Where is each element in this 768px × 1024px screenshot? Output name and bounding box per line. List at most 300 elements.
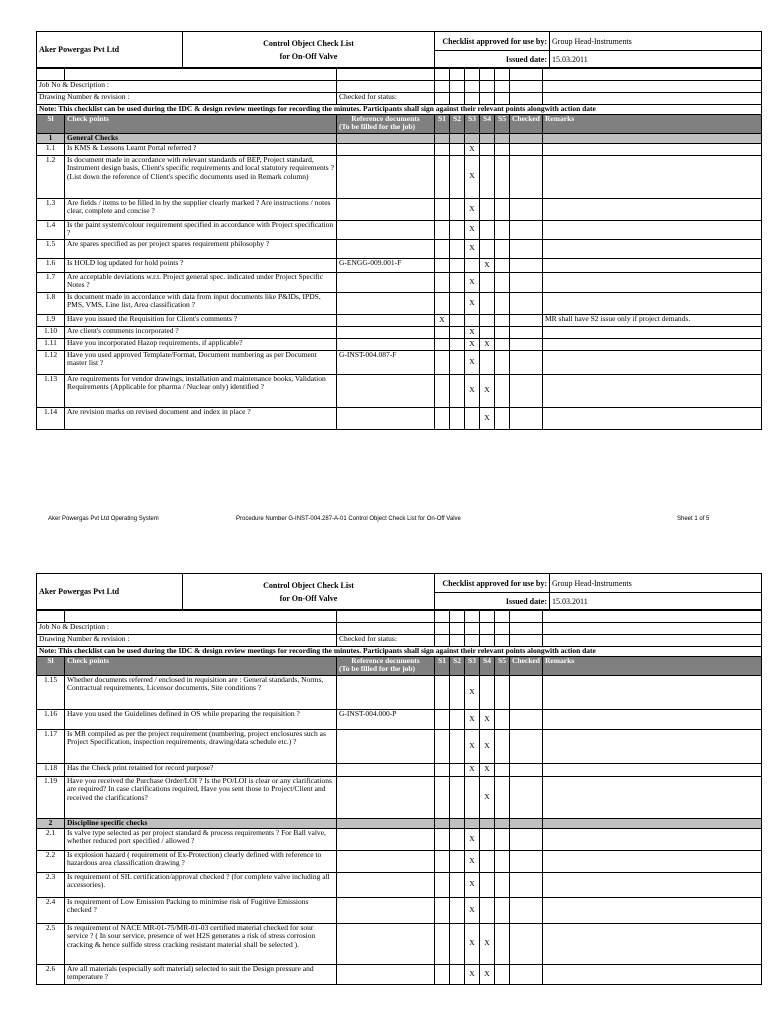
document-title: Control Object Check List for On-Off Valve: [183, 32, 435, 68]
job-description-field: Job No & Description :: [37, 81, 337, 93]
stage-mark-s1: [435, 143, 450, 155]
empty-cell: [435, 818, 450, 828]
stage-mark-s1: [435, 776, 450, 818]
checked-cell: [510, 923, 543, 964]
reference-document: [337, 314, 435, 326]
empty-cell: [543, 818, 762, 828]
stage-mark-s3: X: [465, 850, 480, 872]
empty-cell: [543, 611, 762, 623]
approved-value: Group Head-Instruments: [550, 32, 762, 51]
checkpoint-text: Have you used the Guidelines defined in OS while preparing the requisition ?: [65, 709, 337, 729]
remark-text: [543, 923, 762, 964]
col-reference-note: (To be filled for the job): [339, 664, 416, 674]
empty-cell: [480, 611, 495, 623]
empty-cell: [510, 81, 543, 93]
remark-text: [543, 198, 762, 220]
remark-text: [543, 964, 762, 984]
reference-document: [337, 407, 435, 429]
item-number: 2.2: [37, 850, 65, 872]
stage-mark-s1: [435, 923, 450, 964]
checked-cell: [510, 964, 543, 984]
stage-mark-s3: X: [465, 239, 480, 258]
checkpoint-text: Are revision marks on revised document and index in place ?: [65, 407, 337, 429]
empty-cell: [337, 69, 435, 81]
note-text: Note: This checklist can be used during the IDC & design review meetings for recording the minutes. Participants shall sign against their relevant points alongwith action date: [37, 647, 762, 657]
empty-cell: [65, 69, 337, 81]
empty-cell: [435, 81, 450, 93]
stage-mark-s4: [480, 155, 495, 198]
reference-document: [337, 964, 435, 984]
col-reference: [337, 114, 435, 133]
stage-mark-s1: [435, 239, 450, 258]
checkpoint-text: Are acceptable deviations w.r.t. Project general spec. indicated under Project Specific Notes ?: [65, 272, 337, 292]
checkpoint-text: Have you incorporated Hazop requirements, if applicable?: [65, 338, 337, 350]
checkpoint-text: Are spares specified as per project spares requirement philosophy ?: [65, 239, 337, 258]
remark-text: [543, 155, 762, 198]
reference-document: [337, 729, 435, 763]
checklist-row: [37, 729, 762, 763]
stage-mark-s4: X: [480, 374, 495, 407]
empty-cell: [510, 818, 543, 828]
remark-text: [543, 872, 762, 897]
stage-mark-s4: X: [480, 338, 495, 350]
drawing-row: [37, 93, 762, 105]
item-number: 1.6: [37, 258, 65, 272]
empty-cell: [450, 93, 465, 105]
remark-text: [543, 763, 762, 776]
stage-mark-s5: [495, 314, 510, 326]
item-number: 2.1: [37, 828, 65, 850]
section-number: 2: [37, 818, 65, 828]
checklist-row: [37, 763, 762, 776]
checked-cell: [510, 729, 543, 763]
stage-mark-s1: [435, 350, 450, 374]
empty-cell: [450, 635, 465, 647]
checked-cell: [510, 272, 543, 292]
stage-mark-s2: [450, 964, 465, 984]
checklist-row: [37, 374, 762, 407]
stage-mark-s4: [480, 220, 495, 239]
approved-value: Group Head-Instruments: [550, 574, 762, 593]
stage-mark-s2: [450, 850, 465, 872]
stage-mark-s5: [495, 923, 510, 964]
item-number: 1.8: [37, 292, 65, 314]
footer-center: Procedure Number G-INST-004.287-A-01 Control Object Check List for On-Off Valve: [236, 516, 461, 522]
remark-text: [543, 729, 762, 763]
empty-cell: [465, 611, 480, 623]
stage-mark-s5: [495, 258, 510, 272]
stage-mark-s3: X: [465, 923, 480, 964]
empty-cell: [465, 133, 480, 143]
empty-cell: [543, 81, 762, 93]
section-header-row: [37, 818, 762, 828]
checked-cell: [510, 407, 543, 429]
stage-mark-s2: [450, 239, 465, 258]
item-number: 1.7: [37, 272, 65, 292]
stage-mark-s5: [495, 143, 510, 155]
checked-cell: [510, 850, 543, 872]
stage-mark-s2: [450, 897, 465, 923]
checked-cell: [510, 292, 543, 314]
section-title: Discipline specific checks: [65, 818, 337, 828]
stage-mark-s3: X: [465, 350, 480, 374]
empty-cell: [465, 818, 480, 828]
stage-mark-s4: [480, 292, 495, 314]
empty-cell: [337, 133, 435, 143]
stage-mark-s3: X: [465, 964, 480, 984]
checked-status-field: Checked for status:: [337, 635, 435, 647]
checklist-row: [37, 872, 762, 897]
checklist-row: [37, 897, 762, 923]
empty-cell: [465, 93, 480, 105]
checked-cell: [510, 374, 543, 407]
checklist-row: [37, 220, 762, 239]
stage-mark-s3: X: [465, 272, 480, 292]
stage-mark-s2: [450, 675, 465, 709]
empty-cell: [543, 69, 762, 81]
stage-mark-s1: [435, 850, 450, 872]
item-number: 1.19: [37, 776, 65, 818]
item-number: 1.9: [37, 314, 65, 326]
reference-document: [337, 326, 435, 338]
reference-document: [337, 338, 435, 350]
checklist-row: [37, 258, 762, 272]
stage-mark-s2: [450, 709, 465, 729]
checklist-row: [37, 675, 762, 709]
checkpoint-text: Have you issued the Requisition for Client's comments ?: [65, 314, 337, 326]
item-number: 2.5: [37, 923, 65, 964]
stage-mark-s5: [495, 850, 510, 872]
drawing-row: [37, 635, 762, 647]
stage-mark-s1: [435, 675, 450, 709]
col-checked: Checked: [510, 656, 543, 675]
stage-mark-s3: [465, 407, 480, 429]
reference-document: [337, 292, 435, 314]
empty-cell: [337, 818, 435, 828]
checklist-row: [37, 198, 762, 220]
stage-mark-s3: [465, 258, 480, 272]
drawing-number-field: Drawing Number & revision :: [37, 635, 337, 647]
stage-mark-s5: [495, 220, 510, 239]
reference-document: [337, 763, 435, 776]
stage-mark-s1: [435, 292, 450, 314]
stage-mark-s4: X: [480, 763, 495, 776]
stage-mark-s4: [480, 350, 495, 374]
stage-mark-s4: [480, 897, 495, 923]
stage-mark-s2: [450, 923, 465, 964]
remark-text: [543, 220, 762, 239]
stage-mark-s4: X: [480, 923, 495, 964]
remark-text: [543, 272, 762, 292]
reference-document: [337, 143, 435, 155]
item-number: 1.17: [37, 729, 65, 763]
remark-text: [543, 709, 762, 729]
col-s4: S4: [480, 656, 495, 675]
empty-cell: [510, 93, 543, 105]
footer-left: Aker Powergas Pvt Ltd Operating System: [48, 516, 159, 522]
stage-mark-s2: [450, 828, 465, 850]
stage-mark-s4: [480, 675, 495, 709]
remark-text: [543, 897, 762, 923]
col-checkpoints: Check points: [65, 656, 337, 675]
empty-cell: [510, 611, 543, 623]
checklist-row: [37, 272, 762, 292]
reference-document: [337, 239, 435, 258]
remark-text: [543, 407, 762, 429]
remark-text: [543, 776, 762, 818]
checked-cell: [510, 763, 543, 776]
checked-cell: [510, 220, 543, 239]
remark-text: [543, 292, 762, 314]
spacer-row: [37, 611, 762, 623]
stage-mark-s4: [480, 239, 495, 258]
stage-mark-s4: [480, 850, 495, 872]
checkpoint-text: Is document made in accordance with relevant standards of BEP, Project standard, Instrument design basis, Client's specific requirements and local statutory requirements ? (List down the reference of Client's specific documents used in Remark column): [65, 155, 337, 198]
col-checked: Checked: [510, 114, 543, 133]
stage-mark-s4: [480, 143, 495, 155]
checkpoint-text: Are client's comments incorporated ?: [65, 326, 337, 338]
col-s3: S3: [465, 656, 480, 675]
reference-document: G-INST-004.000-P: [337, 709, 435, 729]
stage-mark-s5: [495, 776, 510, 818]
col-s4: S4: [480, 114, 495, 133]
empty-cell: [450, 623, 465, 635]
stage-mark-s1: [435, 198, 450, 220]
stage-mark-s4: X: [480, 776, 495, 818]
stage-mark-s3: X: [465, 220, 480, 239]
stage-mark-s3: X: [465, 729, 480, 763]
item-number: 2.4: [37, 897, 65, 923]
section-title: General Checks: [65, 133, 337, 143]
checked-cell: [510, 338, 543, 350]
checked-cell: [510, 314, 543, 326]
empty-cell: [435, 69, 450, 81]
checkpoint-text: Is MR compiled as per the project requirement (numbering, project enclosures such as Project Specification, inspection requirements, drawing/data schedule etc.) ?: [65, 729, 337, 763]
stage-mark-s1: [435, 729, 450, 763]
stage-mark-s5: [495, 897, 510, 923]
stage-mark-s3: X: [465, 872, 480, 897]
reference-document: [337, 675, 435, 709]
item-number: 2.6: [37, 964, 65, 984]
empty-cell: [495, 623, 510, 635]
stage-mark-s4: [480, 326, 495, 338]
stage-mark-s5: [495, 763, 510, 776]
empty-cell: [450, 133, 465, 143]
stage-mark-s2: [450, 776, 465, 818]
stage-mark-s2: [450, 326, 465, 338]
col-s5: S5: [495, 114, 510, 133]
approved-label: Checklist approved for use by:: [435, 32, 550, 51]
checkpoint-text: Is valve type selected as per project standard & process requirements ? For Ball valve, whether reduced port specified / allowed ?: [65, 828, 337, 850]
issued-value: 15.03.2011: [550, 51, 762, 68]
stage-mark-s2: [450, 272, 465, 292]
reference-document: [337, 850, 435, 872]
stage-mark-s1: [435, 407, 450, 429]
stage-mark-s4: X: [480, 407, 495, 429]
remark-text: [543, 143, 762, 155]
empty-cell: [465, 623, 480, 635]
checklist-row: [37, 314, 762, 326]
remark-text: [543, 374, 762, 407]
checklist-row: [37, 709, 762, 729]
col-remarks: Remarks: [543, 114, 762, 133]
stage-mark-s5: [495, 729, 510, 763]
stage-mark-s3: X: [465, 143, 480, 155]
stage-mark-s2: [450, 155, 465, 198]
column-header-row: [37, 114, 762, 133]
remark-text: MR shall have S2 issue only if project demands.: [543, 314, 762, 326]
stage-mark-s1: [435, 763, 450, 776]
header-table: [36, 31, 762, 68]
empty-cell: [510, 635, 543, 647]
note-text: Note: This checklist can be used during the IDC & design review meetings for recording the minutes. Participants shall sign against their relevant points alongwith action date: [37, 105, 762, 115]
stage-mark-s4: X: [480, 964, 495, 984]
remark-text: [543, 258, 762, 272]
spacer-row: [37, 69, 762, 81]
note-row: [37, 647, 762, 657]
remark-text: [543, 350, 762, 374]
sheet-page-2: [36, 573, 761, 985]
checked-cell: [510, 709, 543, 729]
checkpoint-text: Are requirements for vendor drawings, installation and maintenance books, Validation Requirements (Applicable for pharma / Nuclear only) identified ?: [65, 374, 337, 407]
column-header-row: [37, 656, 762, 675]
reference-document: [337, 897, 435, 923]
remark-text: [543, 338, 762, 350]
checklist-row: [37, 407, 762, 429]
col-sl: Sl: [37, 656, 65, 675]
checklist-row: [37, 828, 762, 850]
empty-cell: [510, 69, 543, 81]
checkpoint-text: Whether documents referred / enclosed in requisition are : General standards, Norms, Contractual requirements, Licensor documents, Site conditions ?: [65, 675, 337, 709]
empty-cell: [450, 81, 465, 93]
checked-cell: [510, 776, 543, 818]
reference-document: [337, 828, 435, 850]
stage-mark-s5: [495, 326, 510, 338]
empty-cell: [480, 818, 495, 828]
reference-document: [337, 776, 435, 818]
stage-mark-s5: [495, 374, 510, 407]
reference-document: G-ENGG-009.001-F: [337, 258, 435, 272]
stage-mark-s4: X: [480, 729, 495, 763]
checked-cell: [510, 350, 543, 374]
col-s2: S2: [450, 656, 465, 675]
empty-cell: [480, 635, 495, 647]
reference-document: [337, 272, 435, 292]
item-number: 1.10: [37, 326, 65, 338]
empty-cell: [510, 133, 543, 143]
stage-mark-s3: X: [465, 292, 480, 314]
stage-mark-s3: X: [465, 155, 480, 198]
issued-label: Issued date:: [435, 593, 550, 610]
item-number: 1.12: [37, 350, 65, 374]
header-table: [36, 573, 762, 610]
note-row: [37, 105, 762, 115]
item-number: 1.3: [37, 198, 65, 220]
stage-mark-s5: [495, 155, 510, 198]
empty-cell: [465, 635, 480, 647]
empty-cell: [37, 69, 65, 81]
checklist-row: [37, 155, 762, 198]
stage-mark-s4: [480, 314, 495, 326]
footer-page: Sheet 1 of 5: [677, 516, 710, 522]
stage-mark-s4: X: [480, 709, 495, 729]
checked-cell: [510, 258, 543, 272]
checkpoint-text: Is requirement of NACE MR-01-75/MR-01-03 certified material checked for sour service ? ( In sour service, presence of wet H2S generates a risk of stress corrosion cracking & hence sulfide stress cracking resistant material shall be selected ).: [65, 923, 337, 964]
col-s2: S2: [450, 114, 465, 133]
empty-cell: [37, 611, 65, 623]
col-s5: S5: [495, 656, 510, 675]
checkpoint-text: Has the Check print retained for record purpose?: [65, 763, 337, 776]
stage-mark-s5: [495, 350, 510, 374]
stage-mark-s3: X: [465, 763, 480, 776]
empty-cell: [65, 611, 337, 623]
col-sl: Sl: [37, 114, 65, 133]
empty-cell: [480, 133, 495, 143]
empty-cell: [435, 635, 450, 647]
drawing-number-field: Drawing Number & revision :: [37, 93, 337, 105]
stage-mark-s1: [435, 220, 450, 239]
empty-cell: [337, 81, 435, 93]
checklist-row: [37, 350, 762, 374]
col-s3: S3: [465, 114, 480, 133]
checkpoint-text: Is document made in accordance with data from input documents like P&IDs, IPDS, PMS, VMS, Line list, Area classification ?: [65, 292, 337, 314]
stage-mark-s1: [435, 326, 450, 338]
stage-mark-s3: [465, 776, 480, 818]
item-number: 1.1: [37, 143, 65, 155]
stage-mark-s2: [450, 872, 465, 897]
job-row: [37, 81, 762, 93]
remark-text: [543, 850, 762, 872]
approved-label: Checklist approved for use by:: [435, 574, 550, 593]
company-name: Aker Powergas Pvt Ltd: [37, 574, 183, 610]
stage-mark-s2: [450, 220, 465, 239]
empty-cell: [495, 818, 510, 828]
checklist-row: [37, 239, 762, 258]
empty-cell: [435, 611, 450, 623]
stage-mark-s1: [435, 374, 450, 407]
stage-mark-s3: X: [465, 198, 480, 220]
item-number: 1.11: [37, 338, 65, 350]
item-number: 1.5: [37, 239, 65, 258]
section-number: 1: [37, 133, 65, 143]
empty-cell: [480, 623, 495, 635]
stage-mark-s5: [495, 872, 510, 897]
col-reference: [337, 656, 435, 675]
stage-mark-s2: [450, 292, 465, 314]
checkpoint-text: Are fields / items to be filled in by the supplier clearly marked ? Are instructions / notes clear, complete and concise ?: [65, 198, 337, 220]
stage-mark-s3: X: [465, 675, 480, 709]
stage-mark-s2: [450, 374, 465, 407]
empty-cell: [495, 69, 510, 81]
col-reference-note: (To be filled for the job): [339, 122, 416, 132]
checked-cell: [510, 143, 543, 155]
stage-mark-s1: [435, 338, 450, 350]
checklist-row: [37, 964, 762, 984]
item-number: 1.18: [37, 763, 65, 776]
stage-mark-s1: [435, 872, 450, 897]
stage-mark-s4: [480, 872, 495, 897]
col-reference-label: Reference documents: [351, 114, 420, 123]
issued-value: 15.03.2011: [550, 593, 762, 610]
checkpoint-text: Are all materials (especially soft material) selected to suit the Design pressure and temperature ?: [65, 964, 337, 984]
checkpoint-text: Is explosion hazard ( requirement of Ex-Protection) clearly defined with reference to hazardous area classification drawing ?: [65, 850, 337, 872]
checklist-row: [37, 776, 762, 818]
stage-mark-s3: X: [465, 338, 480, 350]
col-s1: S1: [435, 114, 450, 133]
stage-mark-s5: [495, 239, 510, 258]
stage-mark-s1: [435, 258, 450, 272]
stage-mark-s5: [495, 675, 510, 709]
